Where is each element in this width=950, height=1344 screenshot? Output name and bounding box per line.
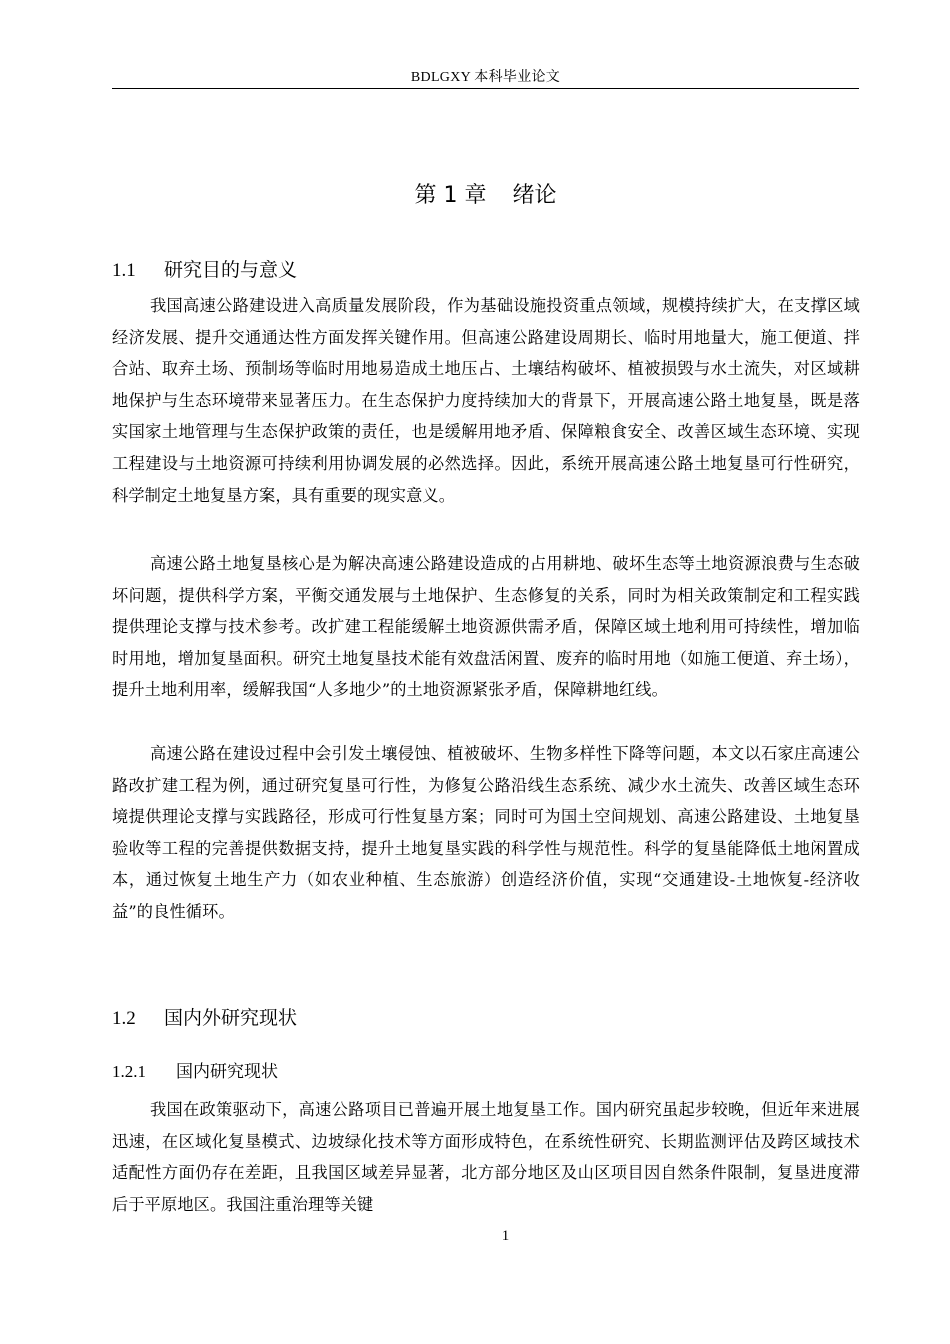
section-heading-1-1 (112, 255, 297, 282)
subsection-title: 国内研究现状 (176, 1062, 278, 1082)
section-number: 1.1 (112, 260, 136, 281)
section-title: 研究目的与意义 (164, 259, 298, 281)
subsection-heading-1-2-1 (112, 1057, 278, 1082)
chapter-name: 绪论 (512, 183, 557, 208)
section-number: 1.2 (112, 1008, 136, 1029)
paragraph-1-1-c: 高速公路在建设过程中会引发土壤侵蚀、植被破坏、生物多样性下降等问题，本文以石家庄高速公路改扩建工程为例，通过研究复垦可行性，为修复公路沿线生态系统、减少水土流失、改善区域生态环境提供理论支撑与实践路径，形成可行性复垦方案；同时可为国土空间规划、高速公路建设、土地复垦验收等工程的完善提供数据支持，提升土地复垦实践的科学性与规范性。科学的复垦能降低土地闲置成本，通过恢复土地生产力（如农业种植、生态旅游）创造经济价值，实现“交通建设-土地恢复-经济收益”的良性循环。 (112, 744, 860, 921)
section-title: 国内外研究现状 (164, 1007, 298, 1029)
subsection-number: 1.2.1 (112, 1062, 146, 1081)
chapter-title (112, 178, 859, 209)
paragraph-1-1-a: 我国高速公路建设进入高质量发展阶段，作为基础设施投资重点领域，规模持续扩大，在支撑区域经济发展、提升交通通达性方面发挥关键作用。但高速公路建设周期长、临时用地量大，施工便道、拌合站、取弃土场、预制场等临时用地易造成土地压占、土壤结构破坏、植被损毁与水土流失，对区域耕地保护与生态环境带来显著压力。在生态保护力度持续加大的背景下，开展高速公路土地复垦，既是落实国家土地管理与生态保护政策的责任，也是缓解用地矛盾、保障粮食安全、改善区域生态环境、实现工程建设与土地资源可持续利用协调发展的必然选择。因此，系统开展高速公路土地复垦可行性研究，科学制定土地复垦方案，具有重要的现实意义。 (112, 296, 860, 505)
paragraph-1-2-1: 我国在政策驱动下，高速公路项目已普遍开展土地复垦工作。国内研究虽起步较晚，但近年来进展迅速，在区域化复垦模式、边坡绿化技术等方面形成特色，在系统性研究、长期监测评估及跨区域技术适配性方面仍存在差距，且我国区域差异显著，北方部分地区及山区项目因自然条件限制，复垦进度滞后于平原地区。我国注重治理等关键 (112, 1100, 860, 1214)
page-number: 1 (501, 1228, 510, 1244)
chapter-number: 第 1 章 (414, 183, 487, 208)
header-rule (112, 88, 859, 89)
paragraph-1-1-b: 高速公路土地复垦核心是为解决高速公路建设造成的占用耕地、破坏生态等土地资源浪费与生态破坏问题，提供科学方案，平衡交通发展与土地保护、生态修复的关系，同时为相关政策制定和工程实践提供理论支撑与技术参考。改扩建工程能缓解土地资源供需矛盾，保障区域土地利用可持续性，增加临时用地，增加复垦面积。研究土地复垦技术能有效盘活闲置、废弃的临时用地（如施工便道、弃土场），提升土地利用率，缓解我国“人多地少”的土地资源紧张矛盾，保障耕地红线。 (112, 554, 860, 700)
section-heading-1-2 (112, 1003, 297, 1030)
running-header: BDLGXY 本科毕业论文 (410, 70, 561, 85)
